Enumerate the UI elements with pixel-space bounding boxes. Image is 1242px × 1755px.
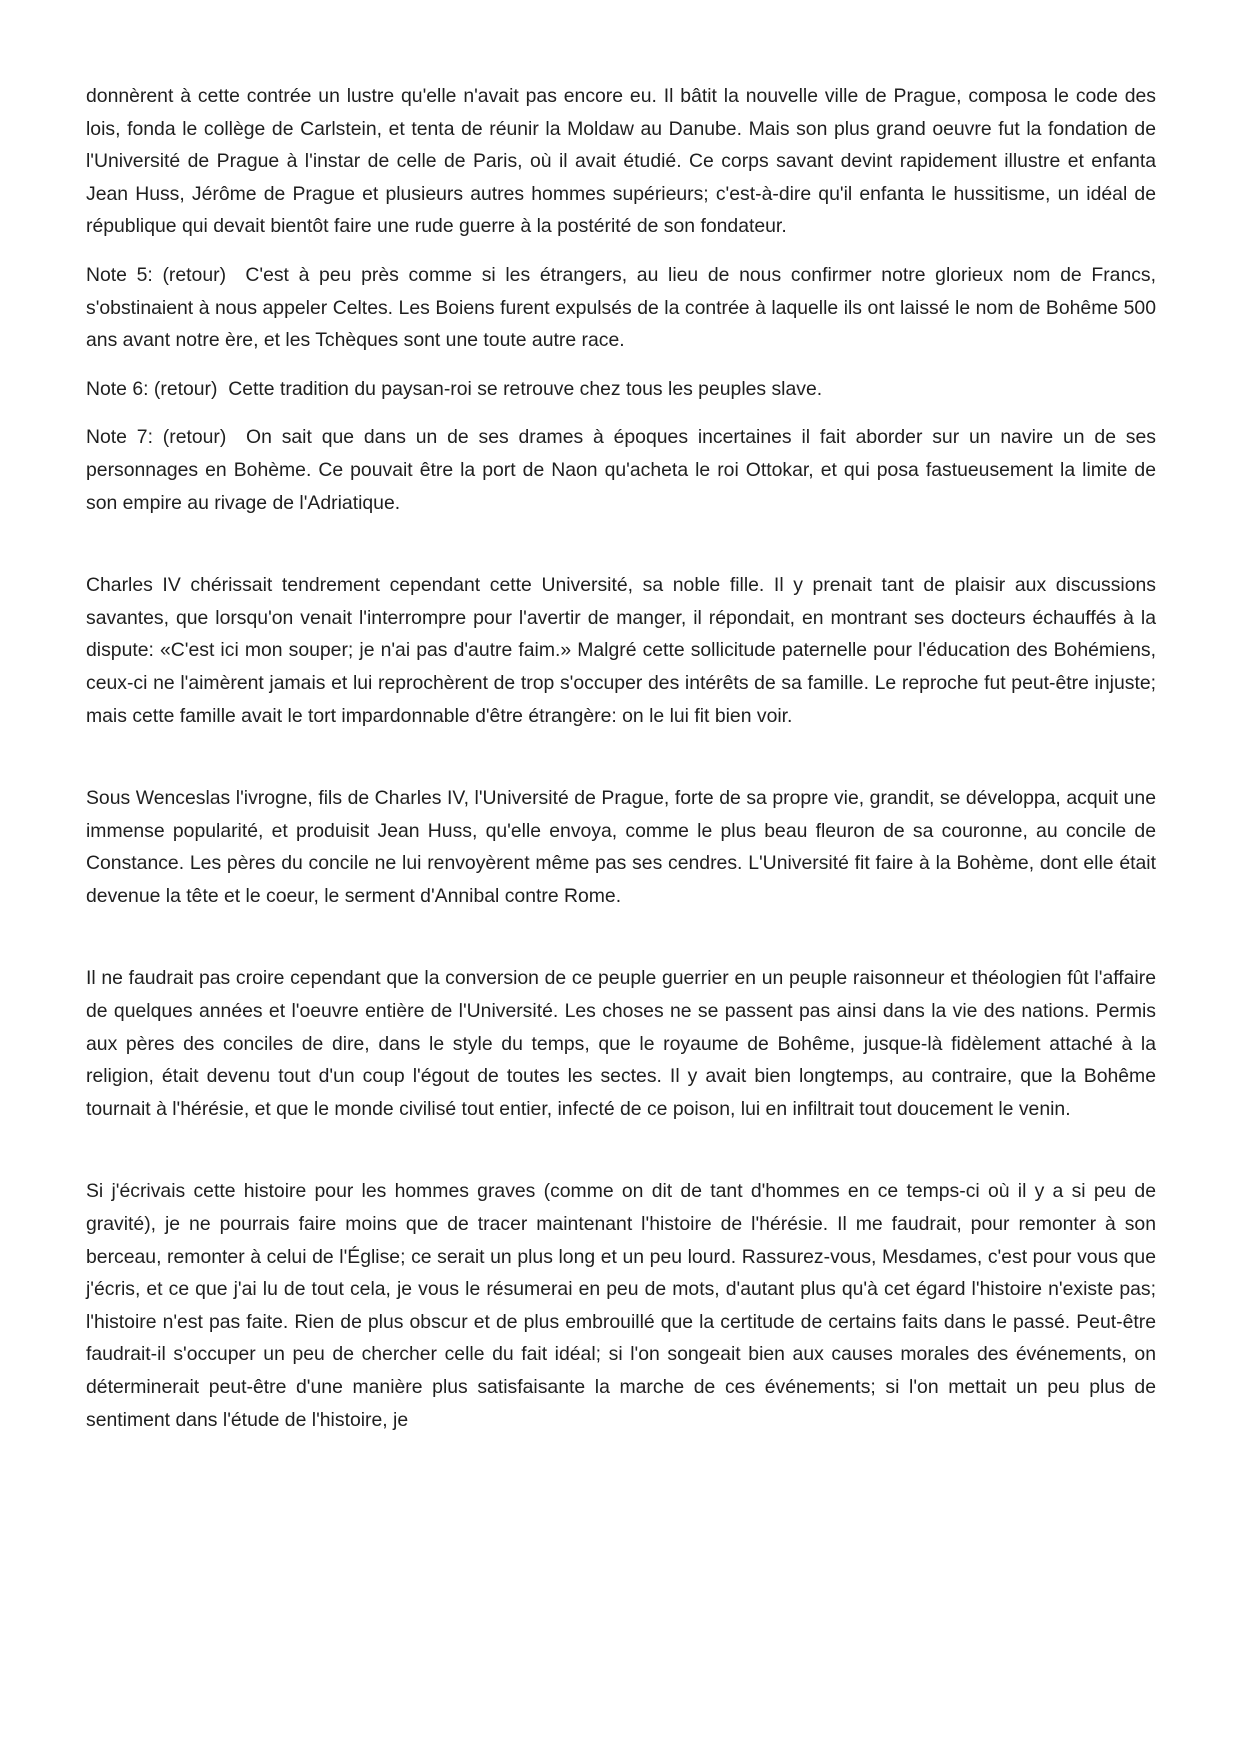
footnote-7 — [86, 421, 1156, 519]
footnote-6 — [86, 373, 1156, 406]
footnote-5-label[interactable]: Note 5: (retour) — [86, 263, 246, 286]
footnote-7-label[interactable]: Note 7: (retour) — [86, 426, 246, 449]
footnote-6-text: Cette tradition du paysan-roi se retrouve chez tous les peuples slave. — [228, 377, 823, 400]
paragraph-heresy-history: Si j'écrivais cette histoire pour les hommes graves (comme on dit de tant d'hommes en ce temps-ci où il y a si peu de gravité), je ne pourrais faire moins que de tracer maintenant l'histoire de l'hérésie. Il me faudrait, pour remonter à son berceau, remonter à celui de l'Église; ce serait un plus long et un peu lourd. Rassurez-vous, Mesdames, c'est pour vous que j'écris, et ce que j'ai lu de tout cela, je vous le résumerai en peu de mots, d'autant plus qu'à cet égard l'histoire n'existe pas; l'histoire n'est pas faite. Rien de plus obscur et de plus embrouillé que la certitude de certains faits dans le passé. Peut-être faudrait-il s'occuper un peu de chercher celle du fait idéal; si l'on songeait bien aux causes morales des événements, on déterminerait peut-être d'une manière plus satisfaisante la marche de ces événements; si l'on mettait un peu plus de sentiment dans l'étude de l'histoire, je — [86, 1180, 1156, 1431]
footnote-5 — [86, 259, 1156, 357]
footnote-7-text: On sait que dans un de ses drames à époques incertaines il fait aborder sur un navire un de ses personnages en Bohème. Ce pouvait être la port de Naon qu'acheta le roi Ottokar, et qui posa fastueusement la limite de son empire au rivage de l'Adriatique. — [86, 426, 1156, 514]
footnote-5-text: C'est à peu près comme si les étrangers, au lieu de nous confirmer notre glorieux nom de Francs, s'obstinaient à nous appeler Celtes. Les Boiens furent expulsés de la contrée à laquelle ils ont laissé le nom de Bohême 500 ans avant notre ère, et les Tchèques sont une toute autre race. — [86, 263, 1157, 352]
paragraph-charles-iv: Charles IV chérissait tendrement cependant cette Université, sa noble fille. Il y prenait tant de plaisir aux discussions savantes, que lorsqu'on venait l'interrompre pour l'avertir de manger, il répondait, en montrant ses docteurs échauffés à la dispute: «C'est ici mon souper; je n'ai pas d'autre faim.» Malgré cette sollicitude paternelle pour l'éducation des Bohémiens, ceux-ci ne l'aimèrent jamais et lui reprochèrent de trop s'occuper des intérêts de sa famille. Le reproche fut peut-être injuste; mais cette famille avait le tort impardonnable d'être étrangère: on le lui fit bien voir. — [86, 574, 1156, 727]
paragraph-conversion: Il ne faudrait pas croire cependant que la conversion de ce peuple guerrier en un peuple raisonneur et théologien fût l'affaire de quelques années et l'oeuvre entière de l'Université. Les choses ne se passent pas ainsi dans la vie des nations. Permis aux pères des conciles de dire, dans le style du temps, que le royaume de Bohême, jusque-là fidèlement attaché à la religion, était devenu tout d'un coup l'égout de toutes les sectes. Il y avait bien longtemps, au contraire, que la Bohême tournait à l'hérésie, et que le monde civilisé tout entier, infecté de ce poison, lui en infiltrait tout doucement le venin. — [86, 967, 1156, 1120]
document-page — [86, 80, 1156, 1452]
paragraph-wenceslas: Sous Wenceslas l'ivrogne, fils de Charles IV, l'Université de Prague, forte de sa propre vie, grandit, se développa, acquit une immense popularité, et produisit Jean Huss, qu'elle envoya, comme le plus beau fleuron de sa couronne, au concile de Constance. Les pères du concile ne lui renvoyèrent même pas ses cendres. L'Université fit faire à la Bohème, dont elle était devenue la tête et le coeur, le serment d'Annibal contre Rome. — [86, 787, 1156, 907]
footnote-6-label[interactable]: Note 6: (retour) — [86, 377, 229, 400]
paragraph-university-foundation: donnèrent à cette contrée un lustre qu'elle n'avait pas encore eu. Il bâtit la nouvelle ville de Prague, composa le code des lois, fonda le collège de Carlstein, et tenta de réunir la Moldaw au Danube. Mais son plus grand oeuvre fut la fondation de l'Université de Prague à l'instar de celle de Paris, où il avait étudié. Ce corps savant devint rapidement illustre et enfanta Jean Huss, Jérôme de Prague et plusieurs autres hommes supérieurs; c'est-à-dire qu'il enfanta le hussitisme, un idéal de république qui devait bientôt faire une rude guerre à la postérité de son fondateur. — [86, 85, 1156, 238]
